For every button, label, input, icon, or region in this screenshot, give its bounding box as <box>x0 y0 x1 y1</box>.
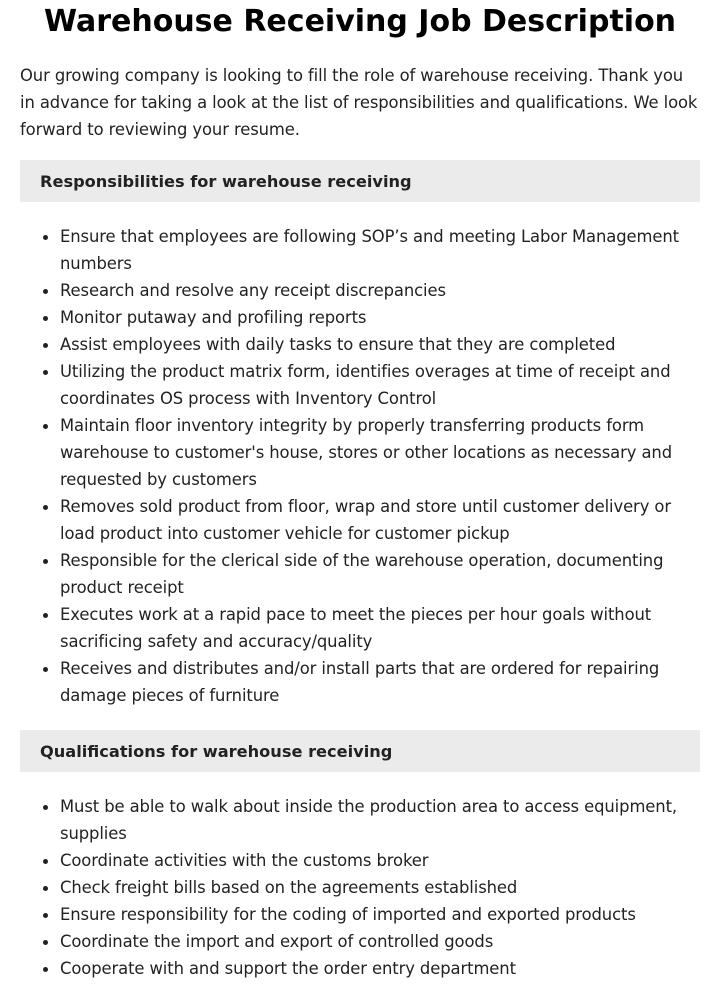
list-item: Research and resolve any receipt discrepancies <box>60 277 700 304</box>
list-item: Cooperate with and support the order entry department <box>60 955 700 982</box>
list-item: Receives and distributes and/or install parts that are ordered for repairing damage pieces of furniture <box>60 655 700 709</box>
list-item: Executes work at a rapid pace to meet the pieces per hour goals without sacrificing safety and accuracy/quality <box>60 601 700 655</box>
responsibilities-heading: Responsibilities for warehouse receiving <box>20 160 700 202</box>
list-item: Removes sold product from floor, wrap and store until customer delivery or load product into customer vehicle for customer pickup <box>60 493 700 547</box>
qualifications-list <box>20 793 700 982</box>
list-item: Check freight bills based on the agreements established <box>60 874 700 901</box>
list-item: Assist employees with daily tasks to ensure that they are completed <box>60 331 700 358</box>
list-item: Ensure responsibility for the coding of imported and exported products <box>60 901 700 928</box>
list-item: Maintain floor inventory integrity by properly transferring products form warehouse to customer's house, stores or other locations as necessary and requested by customers <box>60 412 700 493</box>
list-item: Monitor putaway and profiling reports <box>60 304 700 331</box>
responsibilities-list <box>20 223 700 709</box>
list-item: Responsible for the clerical side of the warehouse operation, documenting product receipt <box>60 547 700 601</box>
list-item: Coordinate the import and export of controlled goods <box>60 928 700 955</box>
list-item: Ensure that employees are following SOP’s and meeting Labor Management numbers <box>60 223 700 277</box>
intro-paragraph: Our growing company is looking to fill the role of warehouse receiving. Thank you in advance for taking a look at the list of responsibilities and qualifications. We look forward to reviewing your resume. <box>20 66 698 139</box>
list-item: Utilizing the product matrix form, identifies overages at time of receipt and coordinates OS process with Inventory Control <box>60 358 700 412</box>
qualifications-heading: Qualifications for warehouse receiving <box>20 730 700 772</box>
list-item: Must be able to walk about inside the production area to access equipment, supplies <box>60 793 700 847</box>
page-title: Warehouse Receiving Job Description <box>43 4 677 39</box>
list-item: Coordinate activities with the customs broker <box>60 847 700 874</box>
